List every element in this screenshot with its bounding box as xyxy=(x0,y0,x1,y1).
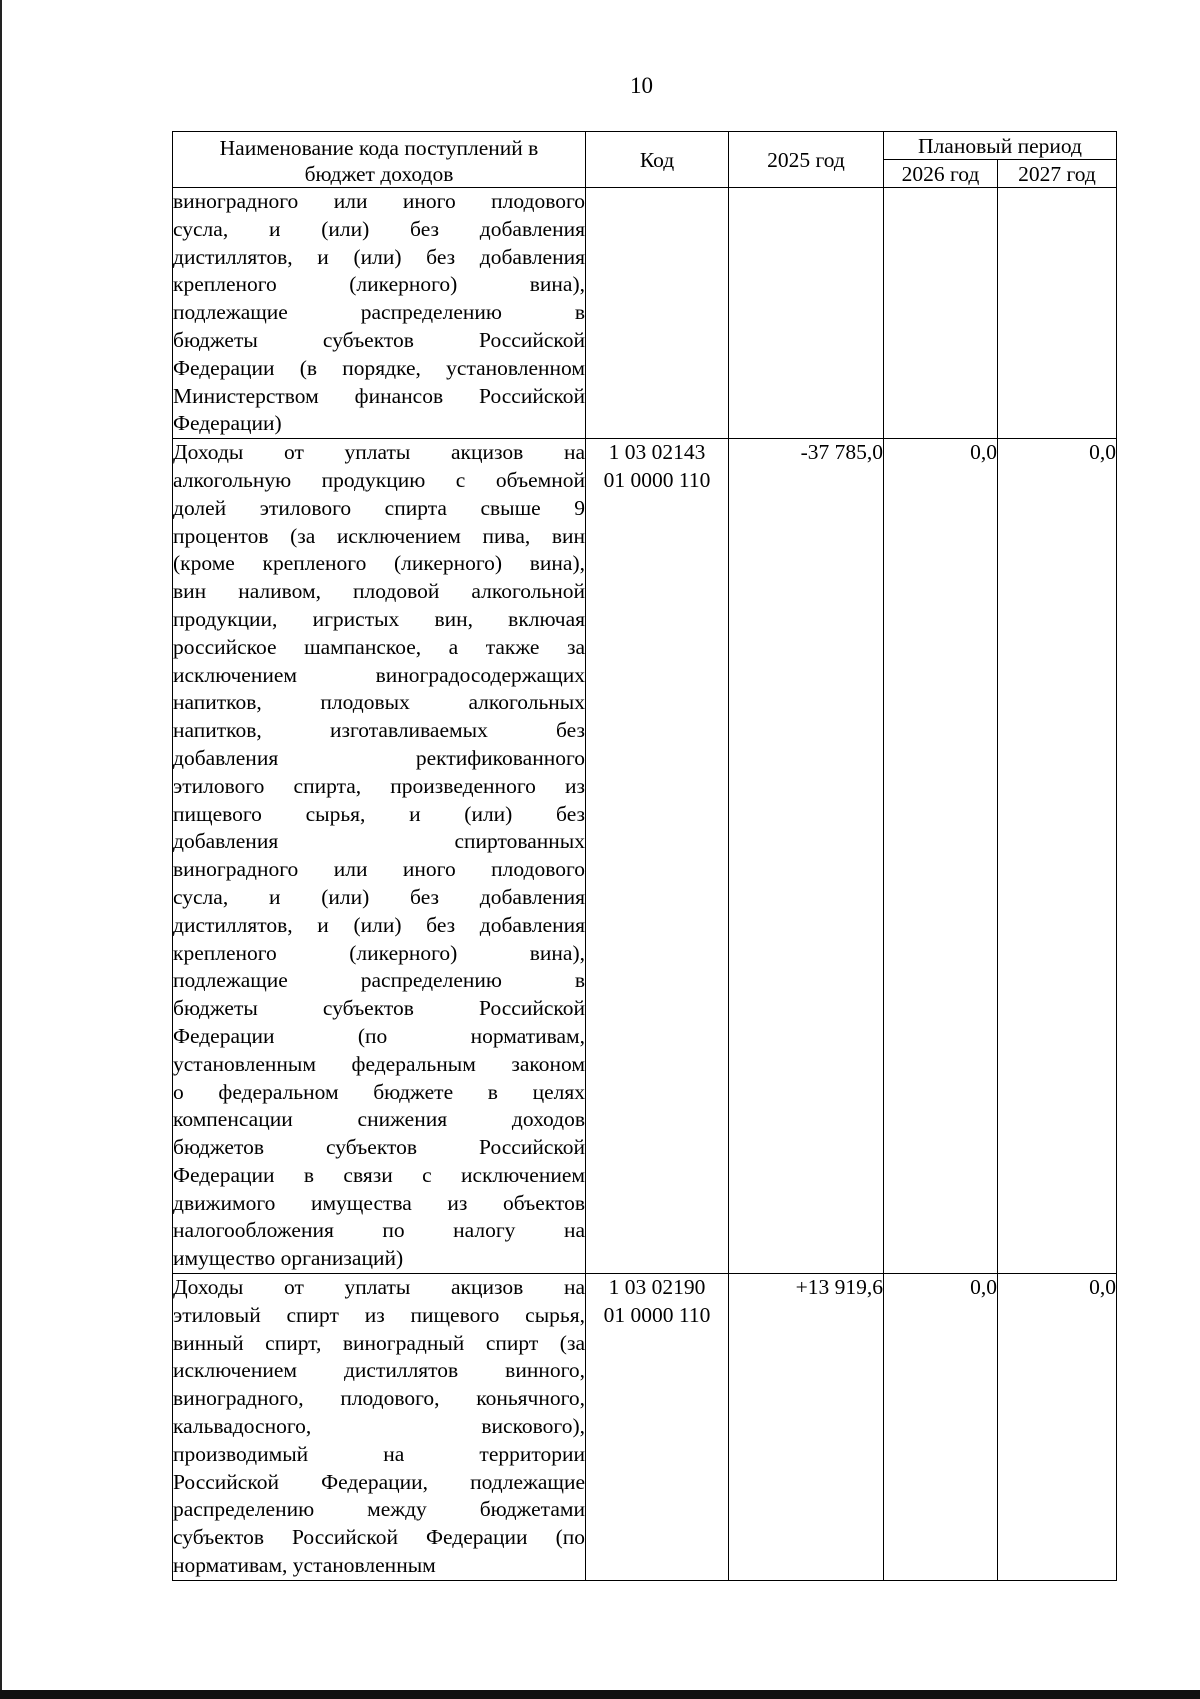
row-name-line: Российской Федерации, подлежащие xyxy=(173,1469,585,1494)
row-name-line: компенсации снижения доходов xyxy=(173,1107,585,1132)
header-2027: 2027 год xyxy=(998,160,1117,188)
row-value-2025: -37 785,0 xyxy=(729,439,884,1274)
row-name-line: виноградного или иного плодового xyxy=(173,857,585,882)
row-name-line: имущество организаций) xyxy=(173,1246,404,1271)
row-name-cell xyxy=(173,188,586,439)
row-name-line: дистиллятов, и (или) без добавления xyxy=(173,912,585,937)
revenue-table xyxy=(172,131,1117,1581)
page-number: 10 xyxy=(630,73,653,98)
row-name-line: субъектов Российской Федерации (по xyxy=(173,1525,585,1550)
scan-left-edge xyxy=(0,0,2,1699)
scan-bottom-edge xyxy=(0,1690,1200,1699)
row-name-line: винный спирт, виноградный спирт (за xyxy=(173,1330,585,1355)
row-name-cell xyxy=(173,439,586,1274)
row-name-line: производимый на территории xyxy=(173,1441,585,1466)
row-name-line: Доходы от уплаты акцизов на xyxy=(173,440,585,465)
row-name-line: сусла, и (или) без добавления xyxy=(173,216,585,241)
row-name-line: Министерством финансов Российской xyxy=(173,383,585,408)
row-name-line: Федерации (по нормативам, xyxy=(173,1023,585,1048)
row-code-line: 01 0000 110 xyxy=(603,1302,711,1327)
header-2025: 2025 год xyxy=(729,132,884,188)
row-code-line: 01 0000 110 xyxy=(603,467,711,492)
header-name: Наименование кода поступлений в бюджет доходов xyxy=(173,132,586,188)
row-name-line: исключением дистиллятов винного, xyxy=(173,1358,585,1383)
row-name-line: дистиллятов, и (или) без добавления xyxy=(173,244,585,269)
row-name-line: крепленого (ликерного) вина), xyxy=(173,940,585,965)
table-row xyxy=(173,188,1117,439)
row-name-line: этиловый спирт из пищевого сырья, xyxy=(173,1302,585,1327)
row-name-line: добавления спиртованных xyxy=(173,829,585,854)
row-value-2026: 0,0 xyxy=(884,439,998,1274)
table-row xyxy=(173,1274,1117,1581)
row-value-2027: 0,0 xyxy=(998,1274,1117,1581)
header-2026: 2026 год xyxy=(884,160,998,188)
row-name-line: нормативам, установленным xyxy=(173,1553,436,1578)
row-name-line: добавления ректификованного xyxy=(173,745,585,770)
row-name-line: вин наливом, плодовой алкогольной xyxy=(173,579,585,604)
row-code-cell xyxy=(586,188,729,439)
row-name-line: алкогольную продукцию с объемной xyxy=(173,467,585,492)
row-name-line: напитков, плодовых алкогольных xyxy=(173,690,585,715)
row-name-line: пищевого сырья, и (или) без xyxy=(173,801,585,826)
row-name-line: долей этилового спирта свыше 9 xyxy=(173,495,585,520)
row-name-line: Доходы от уплаты акцизов на xyxy=(173,1275,585,1300)
row-name-line: Федерации в связи с исключением xyxy=(173,1162,585,1187)
header-planned-period: Плановый период xyxy=(884,132,1117,160)
row-name-line: виноградного, плодового, коньячного, xyxy=(173,1386,585,1411)
row-name-line: установленным федеральным законом xyxy=(173,1051,585,1076)
row-name-line: движимого имущества из объектов xyxy=(173,1190,585,1215)
row-name-line: напитков, изготавливаемых без xyxy=(173,718,585,743)
row-name-line: Федерации (в порядке, установленном xyxy=(173,355,585,380)
row-name-line: виноградного или иного плодового xyxy=(173,189,585,213)
row-code-line: 1 03 02190 xyxy=(608,1275,706,1300)
row-value-2025 xyxy=(729,188,884,439)
row-name-line: о федеральном бюджете в целях xyxy=(173,1079,585,1104)
row-name-line: подлежащие распределению в xyxy=(173,968,585,993)
row-value-2027: 0,0 xyxy=(998,439,1117,1274)
row-value-2026: 0,0 xyxy=(884,1274,998,1581)
row-value-2025: +13 919,6 xyxy=(729,1274,884,1581)
row-value-2026 xyxy=(884,188,998,439)
row-name-line: крепленого (ликерного) вина), xyxy=(173,272,585,297)
header-code: Код xyxy=(586,132,729,188)
row-name-line: подлежащие распределению в xyxy=(173,300,585,325)
row-name-line: (кроме крепленого (ликерного) вина), xyxy=(173,551,585,576)
row-code-line: 1 03 02143 xyxy=(608,440,706,465)
row-value-2027 xyxy=(998,188,1117,439)
row-name-line: распределению между бюджетами xyxy=(173,1497,585,1522)
row-name-line: Федерации) xyxy=(173,411,282,436)
table-row xyxy=(173,439,1117,1274)
row-name-line: бюджеты субъектов Российской xyxy=(173,327,585,352)
row-code-cell xyxy=(586,439,729,1274)
row-name-line: сусла, и (или) без добавления xyxy=(173,884,585,909)
row-name-line: российское шампанское, а также за xyxy=(173,634,585,659)
row-name-line: бюджетов субъектов Российской xyxy=(173,1135,585,1160)
row-name-line: процентов (за исключением пива, вин xyxy=(173,523,585,548)
row-code-cell xyxy=(586,1274,729,1581)
row-name-line: этилового спирта, произведенного из xyxy=(173,773,585,798)
row-name-line: продукции, игристых вин, включая xyxy=(173,606,585,631)
row-name-line: бюджеты субъектов Российской xyxy=(173,996,585,1021)
row-name-cell xyxy=(173,1274,586,1581)
row-name-line: налогообложения по налогу на xyxy=(173,1218,585,1243)
row-name-line: исключением виноградосодержащих xyxy=(173,662,585,687)
row-name-line: кальвадосного, вискового), xyxy=(173,1414,585,1439)
table-body xyxy=(173,188,1117,1581)
